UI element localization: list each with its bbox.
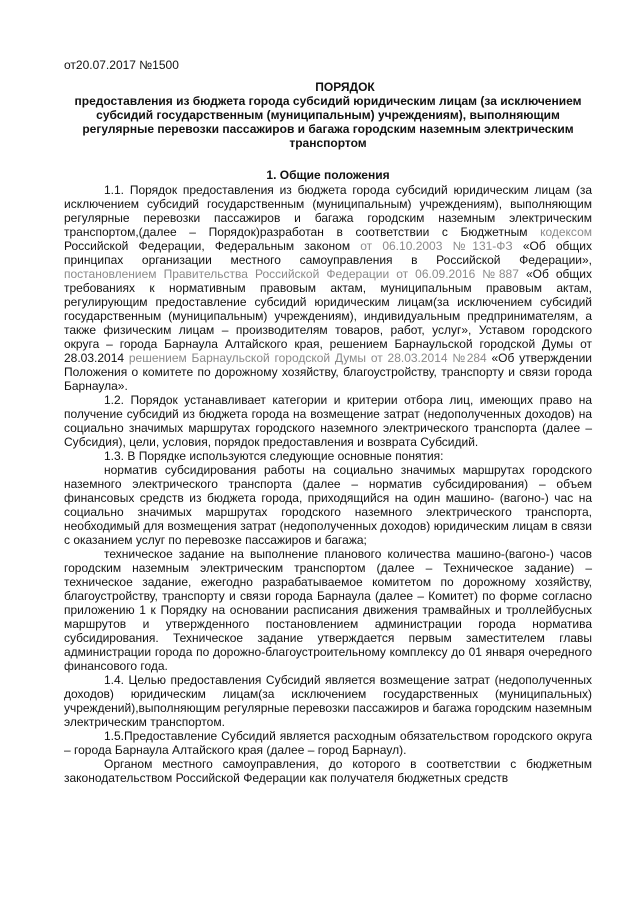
paragraph-text: «Об общих принципах организации местного самоуправления в Российской Федерации», <box>64 239 593 267</box>
paragraph-text: «Об утверждении Положения о комитете по дорожному хозяйству, благоустройству, транспорту и связи города Барнаула». <box>64 351 592 393</box>
paragraph-1-5: 1.5.Предоставление Субсидий является расходным обязательством городского округа – города Барнаула Алтайского края (далее – город Барнаул). <box>64 729 592 757</box>
section-heading: 1. Общие положения <box>266 168 390 182</box>
paragraph-1-1 <box>64 183 592 393</box>
link-duma-decision[interactable]: решением Барнаульской городской Думы от 28.03.2014 №284 <box>128 351 487 365</box>
paragraph-text: «Об общих требованиях к нормативным правовым актам, муниципальным правовым актам, регулирующим предоставление субсидий юридическим лицам(за исключением субсидий государственным (муниципальным) учреждениям), индивидуальным предпринимателям, а также физическим лицам – производителям товаров, работ, услуг», Уставом городского округа – города Барнаула Алтайского края, решением Барнаульской городской Думы от 28.03.2014 <box>64 267 593 365</box>
link-government-decree[interactable]: постановлением Правительства Российской Федерации от 06.09.2016 №887 <box>64 267 519 281</box>
document-subtitle: предоставления из бюджета города субсидий юридическим лицам (за исключением субсидий государственным (муниципальным) учреждениям), выполняющим регулярные перевозки пассажиров и багажа городским наземным электрическим транспортом <box>74 94 582 150</box>
document-title-block <box>64 80 592 150</box>
link-federal-law[interactable]: от 06.10.2003 №131-ФЗ <box>360 239 513 253</box>
document-body <box>64 183 592 785</box>
paragraph-1-4: 1.4. Целью предоставления Субсидий является возмещение затрат (недополученных доходов) юридическим лицам(за исключением государственных (муниципальных) учреждений),выполняющим регулярные перевозки пассажиров и багажа городским наземным электрическим транспортом. <box>64 673 592 729</box>
link-code[interactable]: кодексом <box>540 225 592 239</box>
paragraph-local-authority: Органом местного самоуправления, до которого в соответствии с бюджетным законодательством Российской Федерации как получателя бюджетных средств <box>64 757 592 785</box>
document-title: ПОРЯДОК <box>315 80 375 94</box>
document-date-number: от20.07.2017 №1500 <box>64 58 179 72</box>
paragraph-1-2: 1.2. Порядок устанавливает категории и критерии отбора лиц, имеющих право на получение субсидий из бюджета города на возмещение затрат (недополученных доходов) на социально значимых маршрутах городского наземного электрического транспорта (далее – Субсидия), цели, условия, порядок предоставления и возврата Субсидий. <box>64 393 592 449</box>
definition-subsidy-norm: норматив субсидирования работы на социально значимых маршрутах городского наземного электрического транспорта (далее – норматив субсидирования) – объем финансовых средств из бюджета города, приходящийся на один машино- (вагоно-) час на социально значимых маршрутах городского наземного электрического транспорта, необходимый для возмещения затрат (недополученных доходов) юридическим лицам в связи с оказанием услуг по перевозке пассажиров и багажа; <box>64 463 592 547</box>
paragraph-text: Российской Федерации, Федеральным законом <box>64 239 361 253</box>
definition-technical-task: техническое задание на выполнение планового количества машино-(вагоно-) часов городским наземным электрическим транспортом (далее – Техническое задание) –техническое задание, ежегодно разрабатываемое комитетом по дорожному хозяйству, благоустройству, транспорту и связи города Барнаула (далее – Комитет) по форме согласно приложению 1 к Порядку на основании расписания движения трамвайных и троллейбусных маршрутов и утвержденного постановлением администрации города норматива субсидирования. Техническое задание утверждается первым заместителем главы администрации города по дорожно-благоустроительному комплексу до 01 января очередного финансового года. <box>64 547 592 673</box>
paragraph-text: 1.1. Порядок предоставления из бюджета города субсидий юридическим лицам (за исключением субсидий государственным (муниципальным) учреждениям), выполняющим регулярные перевозки пассажиров и багажа городским наземным электрическим транспортом,(далее – Порядок)разработан в соответствии с Бюджетным <box>64 183 592 239</box>
paragraph-1-3: 1.3. В Порядке используются следующие основные понятия: <box>104 449 444 463</box>
